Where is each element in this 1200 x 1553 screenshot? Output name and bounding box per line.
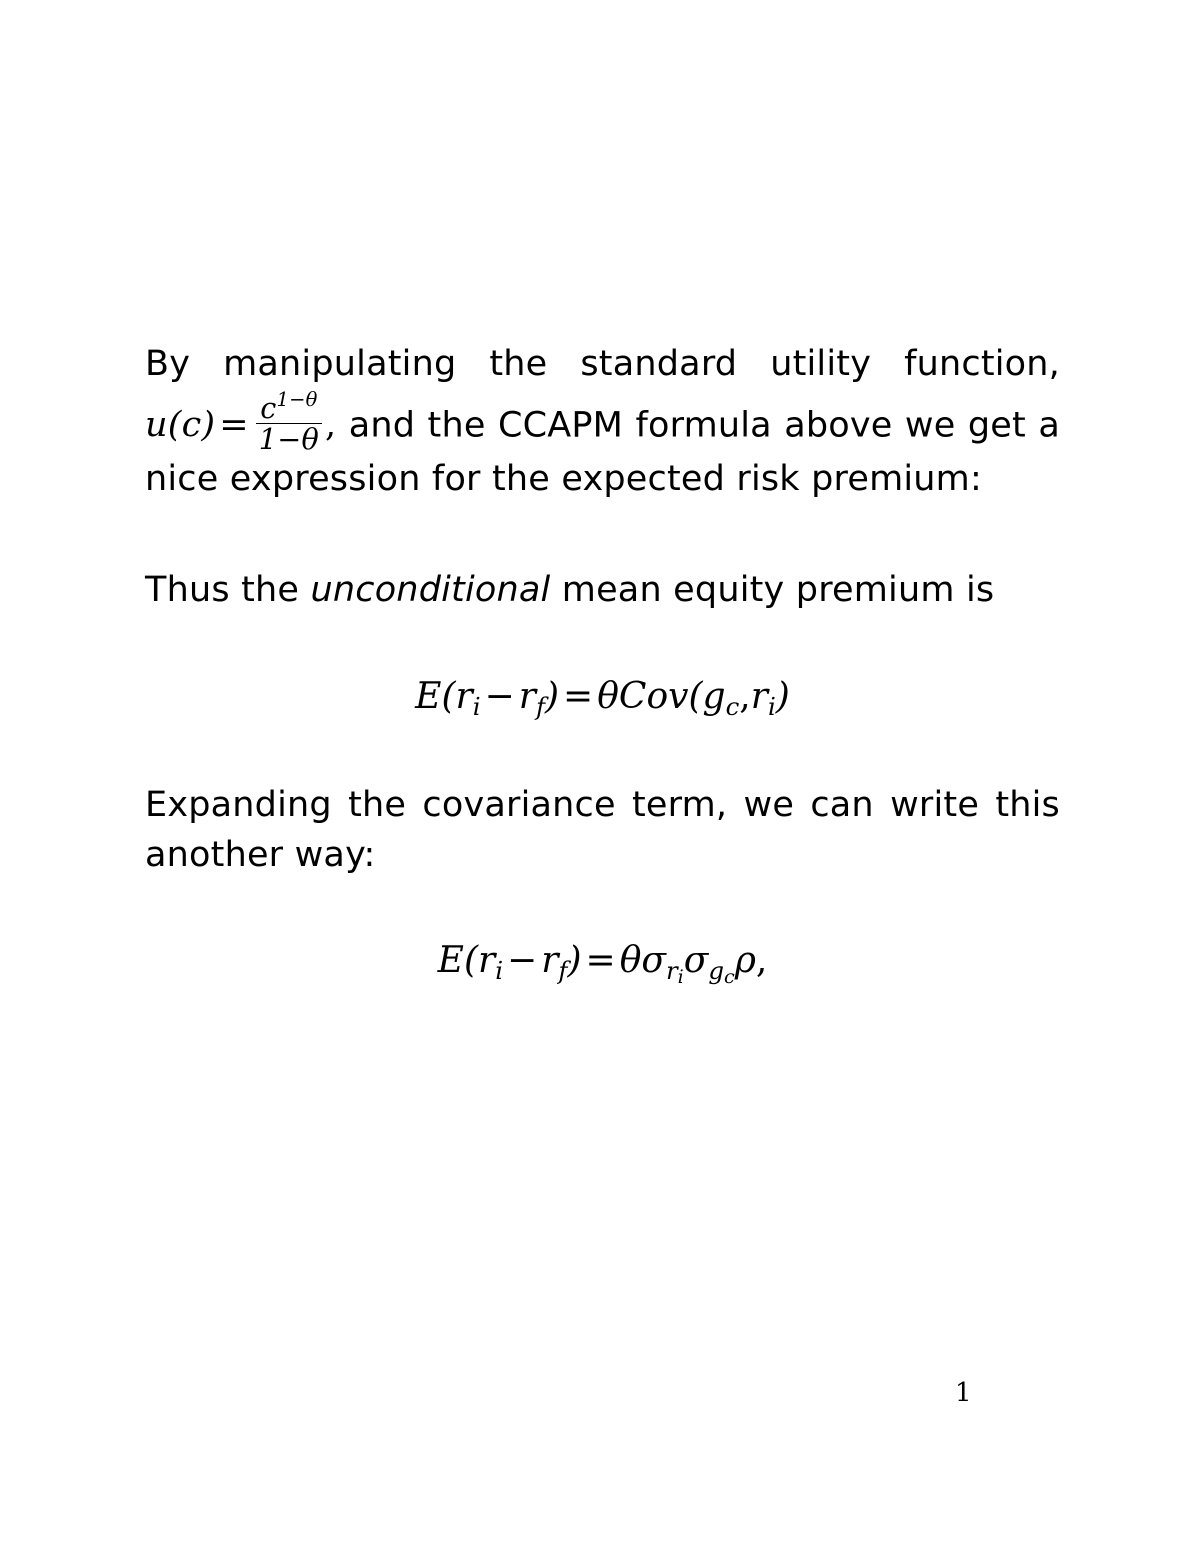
inline-math-numerator-exponent: 1−θ bbox=[276, 387, 318, 411]
equation-2-sigma1-sub bbox=[665, 956, 684, 989]
equation-2-sigma2-sub-base: g bbox=[708, 956, 725, 986]
equation-2-relation: = bbox=[585, 940, 616, 982]
equation-2-lhs-minus: − bbox=[507, 940, 538, 982]
equation-1-arg1-sub: c bbox=[725, 691, 740, 721]
spacer-3 bbox=[145, 721, 1060, 781]
equation-2-sigma1-sub-base: r bbox=[665, 956, 678, 986]
spacer-4 bbox=[145, 880, 1060, 940]
equation-1-lhs-minus: − bbox=[484, 676, 515, 717]
equation-1-relation: = bbox=[563, 676, 594, 717]
inline-math-equals: = bbox=[219, 405, 249, 446]
equation-1-rhs bbox=[597, 676, 790, 721]
equation-1-cov: Cov bbox=[618, 676, 689, 717]
spacer-2 bbox=[145, 616, 1060, 676]
inline-math-comma: , bbox=[324, 405, 337, 446]
equation-1-lhs-term1: r bbox=[455, 676, 473, 717]
equation-1-lhs-open-paren: ( bbox=[441, 676, 456, 717]
equation-2-lhs-close-paren: ) bbox=[567, 940, 582, 982]
equation-1-comma: , bbox=[739, 676, 751, 717]
equation-2-lhs bbox=[437, 940, 582, 986]
equation-2-theta: θ bbox=[619, 940, 642, 982]
equation-2-sigma2-sub bbox=[708, 956, 735, 989]
paragraph-1 bbox=[145, 340, 1060, 504]
equation-2-sigma2-sub-sub: c bbox=[724, 965, 735, 989]
equation-2-lhs-function: E bbox=[437, 940, 464, 982]
equation-1-arg2: r bbox=[750, 676, 768, 717]
equation-1-lhs-term2: r bbox=[518, 676, 536, 717]
inline-math-numerator bbox=[256, 387, 322, 425]
inline-math-fraction bbox=[256, 387, 322, 457]
equation-1-lhs bbox=[415, 676, 560, 721]
equation-2-lhs-term2-sub: f bbox=[558, 956, 568, 986]
paragraph-3: Expanding the covariance term, we can write this another way: bbox=[145, 784, 1060, 875]
equation-1-rhs-close-paren: ) bbox=[775, 676, 790, 717]
equation-2-sigma1-sub-sub: i bbox=[677, 965, 684, 989]
equation-2-lhs-term1: r bbox=[477, 940, 496, 982]
inline-math-function: u(c) bbox=[145, 405, 216, 446]
equation-1-lhs-function: E bbox=[415, 676, 442, 717]
equation-1-lhs-term2-sub: f bbox=[535, 691, 545, 721]
equation-2-lhs-open-paren: ( bbox=[463, 940, 478, 982]
page-number: 1 bbox=[955, 1378, 972, 1408]
equation-1-lhs-term1-sub: i bbox=[472, 691, 481, 721]
paragraph-1-after-math-text: and the CCAPM formula above we get a nice expression for the expected risk premium: bbox=[145, 405, 1060, 499]
equation-2-wrapper bbox=[145, 940, 1060, 988]
equation-1-arg2-sub: i bbox=[767, 691, 776, 721]
equation-2-rho: ρ bbox=[734, 940, 756, 982]
equation-1-theta: θ bbox=[597, 676, 619, 717]
spacer-1 bbox=[145, 504, 1060, 566]
equation-1-lhs-close-paren: ) bbox=[545, 676, 560, 717]
paragraph-1-lead-text: By manipulating the standard utility function, bbox=[145, 344, 1060, 384]
inline-math-denominator: 1−θ bbox=[258, 422, 319, 457]
equation-1-arg1: g bbox=[702, 676, 726, 717]
equation-2-lhs-term1-sub: i bbox=[495, 956, 504, 986]
equation-1-rhs-open-paren: ( bbox=[688, 676, 703, 717]
paragraph-2-italic-word: unconditional bbox=[310, 570, 551, 611]
equation-1 bbox=[145, 676, 1060, 721]
page-content bbox=[145, 340, 1060, 988]
equation-1-wrapper bbox=[145, 676, 1060, 721]
equation-2-lhs-term2: r bbox=[541, 940, 559, 982]
paragraph-2-before-italic: Thus the bbox=[145, 570, 300, 611]
paragraph-2-after-italic: mean equity premium is bbox=[561, 570, 995, 611]
paragraph-2 bbox=[145, 566, 1060, 616]
equation-2-sigma2: σ bbox=[683, 940, 709, 982]
equation-2-sigma1: σ bbox=[641, 940, 666, 982]
equation-2-rhs bbox=[619, 940, 768, 989]
inline-math-numerator-base: c bbox=[260, 390, 277, 425]
equation-2-comma: , bbox=[755, 940, 768, 982]
equation-2 bbox=[145, 940, 1060, 988]
